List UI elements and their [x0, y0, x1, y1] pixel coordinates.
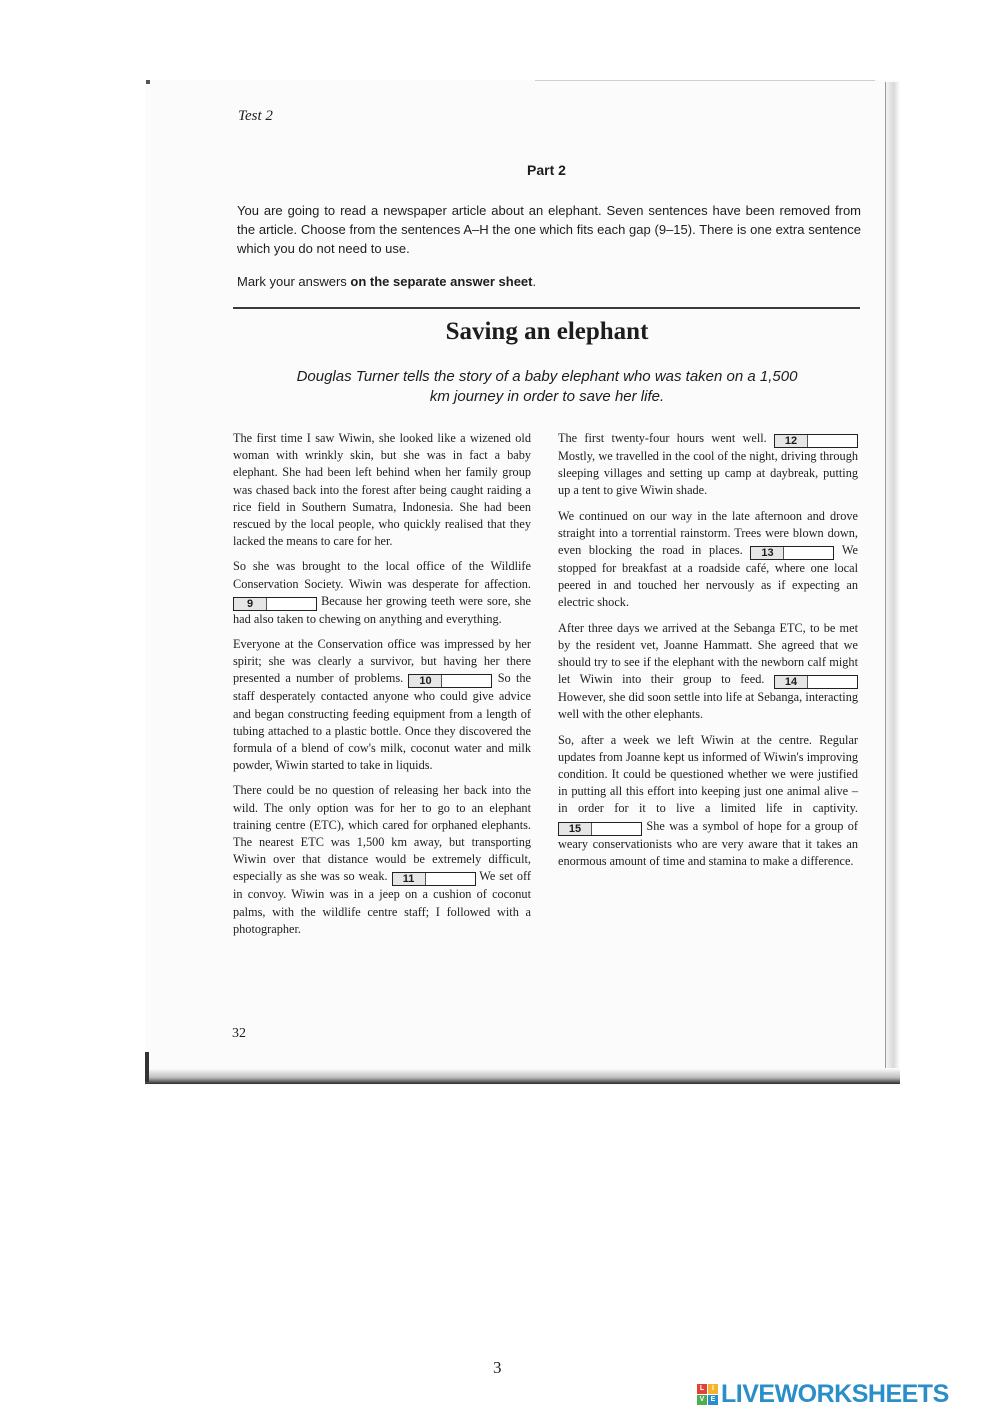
page-corner-edge [145, 1052, 149, 1082]
section-divider [233, 307, 860, 309]
test-label: Test 2 [238, 108, 273, 124]
paragraph-8: So, after a week we left Wiwin at the centre. Regular updates from Joanne kept us informed of Wiwin's improving condition. It could be questioned whether we were justified in putting all this effort into keeping just one animal alive – in order for it to live a limited life in captivity. 15 She was a symbol of hope for a group of weary conservationists who are very aware that it takes an enormous amount of time and stamina to make a difference. [558, 732, 858, 868]
paragraph-2: So she was brought to the local office of the Wildlife Conservation Society. Wiwin was desperate for affection. 9 Because her growing teeth were sore, she had also taken to chewing on anything and everything. [233, 559, 532, 626]
page-bottom-edge [145, 1068, 900, 1084]
gap-12-answer-box[interactable]: 12 [774, 434, 858, 448]
part-title: Part 2 [527, 162, 566, 178]
liveworksheets-wordmark: LIVEWORKSHEETS [721, 1380, 949, 1408]
gap-15-answer-box[interactable]: 15 [558, 822, 642, 836]
article-column-right [558, 430, 858, 878]
logo-tile-v: V [697, 1395, 707, 1405]
paragraph-4: There could be no question of releasing her back into the wild. The only option was for her to go to an elephant training centre (ETC), which cared for orphaned elephants. The nearest ETC was 1,500 km away, but transporting Wiwin over that distance would be extremely difficult, especially as she was so weak. 11 We set off in convoy. Wiwin was in a jeep on a cushion of coconut palms, with the wildlife centre staff; I followed with a photographer. [233, 783, 532, 936]
gap-14-answer-box[interactable]: 14 [774, 675, 858, 689]
article-subtitle: Douglas Turner tells the story of a baby elephant who was taken on a 1,500 km journey in order to save her life. [296, 368, 798, 405]
book-page-number: 32 [232, 1026, 246, 1041]
scan-top-edge [535, 80, 875, 81]
gap-13-answer-box[interactable]: 13 [750, 546, 834, 560]
instructions: You are going to read a newspaper article about an elephant. Seven sentences have been removed from the article. Choose from the sentences A–H the one which fits each gap (9–15). There is one extra sentence which you do not need to use. [237, 203, 861, 256]
gap-11-answer-box[interactable]: 11 [392, 872, 476, 886]
article-column-left [233, 430, 531, 946]
logo-tile-l: L [697, 1384, 707, 1394]
paragraph-7: After three days we arrived at the Sebanga ETC, to be met by the resident vet, Joanne Hammatt. She agreed that we should try to see if the elephant with the newborn calf might let Wiwin into their group to feed. 14 However, she did soon settle into life at Sebanga, interacting well with the other elephants. [558, 620, 858, 722]
book-spine-edge [885, 82, 900, 1082]
logo-tile-e: E [708, 1395, 718, 1405]
gap-9-answer-box[interactable]: 9 [233, 597, 317, 611]
paragraph-3: Everyone at the Conservation office was impressed by her spirit; she was clearly a survivor, but having her there presented a number of problems. 10 So the staff desperately contacted anyone who could give advice and began constructing feeding equipment from a length of tubing attached to a plastic bottle. Once they discovered the formula of a blend of cow's milk, coconut water and milk powder, Wiwin started to take in liquids. [233, 637, 531, 773]
logo-tile-i: I [708, 1384, 718, 1394]
liveworksheets-logo-icon [697, 1384, 718, 1405]
paragraph-5: The first twenty-four hours went well. 12 Mostly, we travelled in the cool of the night, driving through sleeping villages and setting up camp at daybreak, putting up a tent to give Wiwin shade. [558, 431, 858, 498]
paragraph-6: We continued on our way in the late afternoon and drove straight into a torrential rainstorm. Trees were blown down, even blocking the road in places. 13 We stopped for breakfast at a roadside café, where one local peered in and touched her nervously as if expecting an electric shock. [558, 508, 859, 610]
gap-10-answer-box[interactable]: 10 [408, 674, 492, 688]
answer-sheet-emphasis: on the separate answer sheet [350, 274, 533, 289]
paragraph-1: The first time I saw Wiwin, she looked like a wizened old woman with wrinkly skin, but she was in fact a baby elephant. She had been left behind when her family group was chased back into the forest after being caught raiding a rice field in Southern Sumatra, Indonesia. She had been rescued by the local people, who quickly realised that they lacked the means to care for her. [233, 431, 531, 549]
sheet-page-number: 3 [493, 1358, 502, 1377]
answer-sheet-note: Mark your answers on the separate answer sheet. [237, 274, 537, 289]
article-title: Saving an elephant [445, 318, 649, 345]
scan-speck [146, 80, 150, 84]
liveworksheets-logo[interactable] [697, 1380, 949, 1409]
